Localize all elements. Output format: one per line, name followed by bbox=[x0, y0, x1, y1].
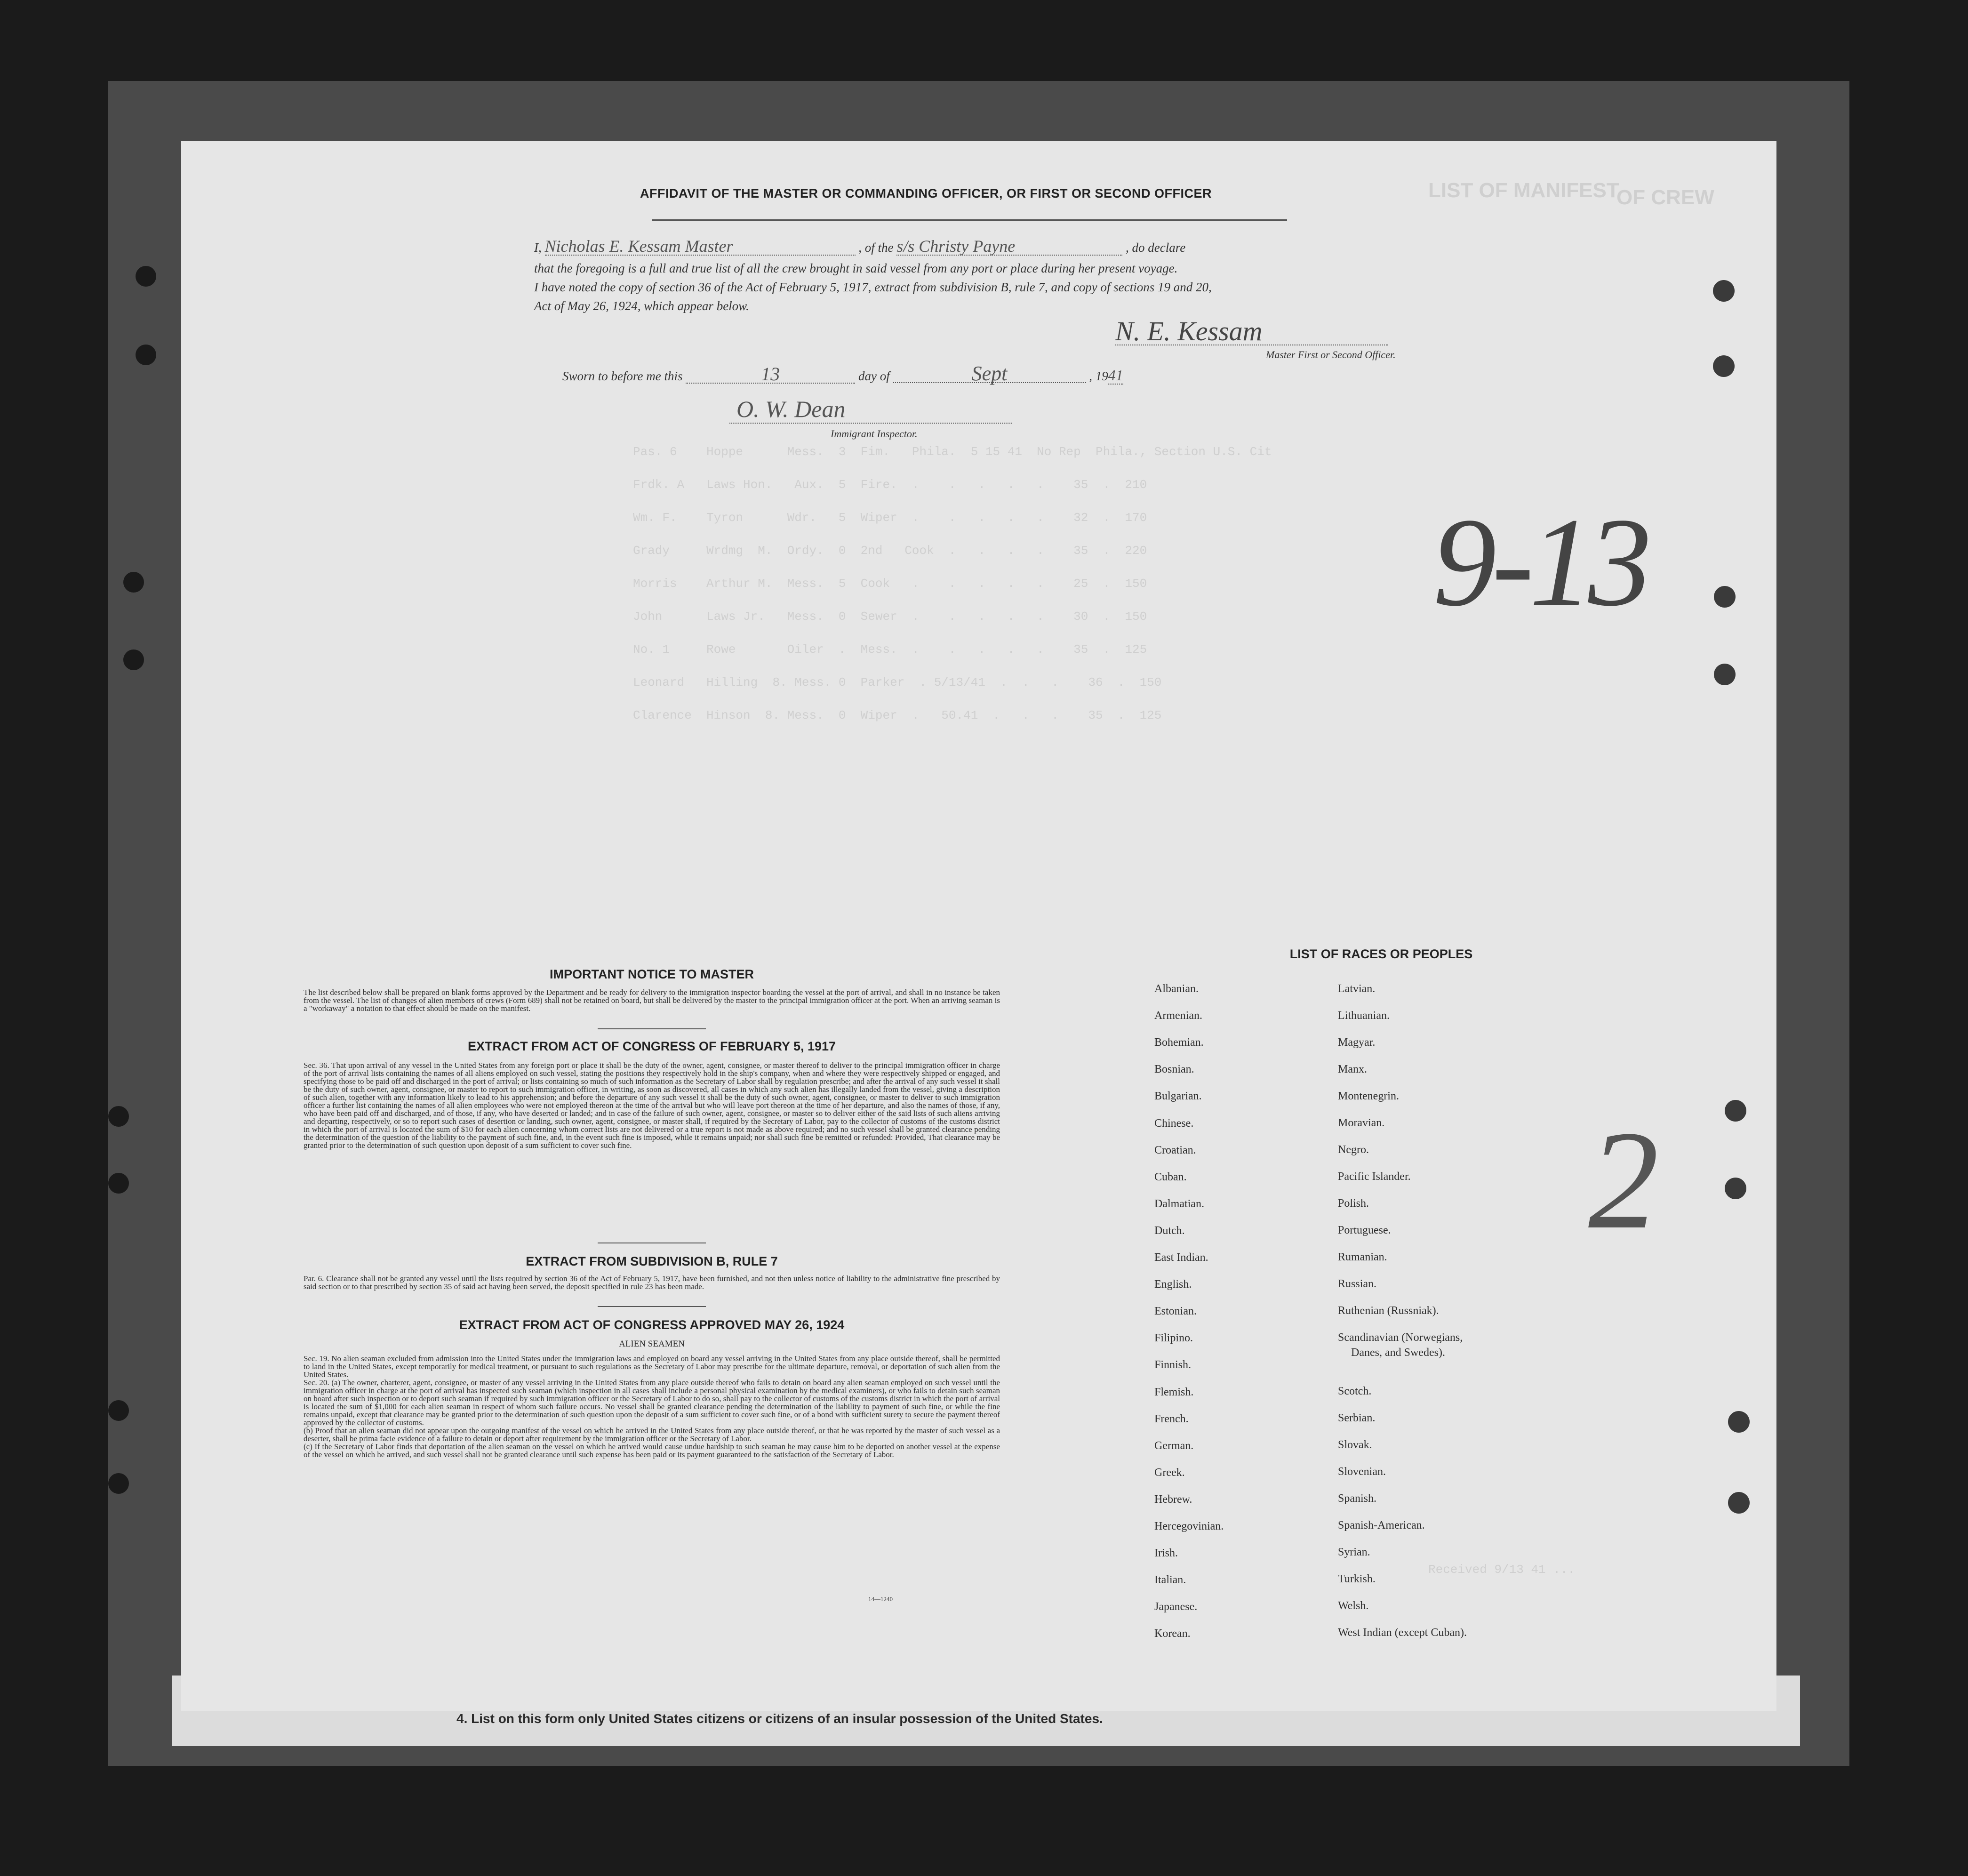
punch-hole bbox=[108, 1473, 129, 1494]
punch-hole bbox=[1714, 664, 1736, 685]
punch-hole bbox=[136, 266, 156, 287]
race-item: Cuban. bbox=[1154, 1170, 1187, 1183]
punch-hole bbox=[136, 345, 156, 365]
bleed-row: Clarence Hinson 8. Mess. 0 Wiper . 50.41 . . . 35 . 125 bbox=[633, 708, 1162, 722]
notice-title: IMPORTANT NOTICE TO MASTER bbox=[550, 967, 754, 981]
races-title: LIST OF RACES OR PEOPLES bbox=[1289, 947, 1473, 961]
race-item: French. bbox=[1154, 1412, 1189, 1425]
race-item: Estonian. bbox=[1154, 1305, 1197, 1318]
race-item: Flemish. bbox=[1154, 1386, 1194, 1398]
punch-hole bbox=[1713, 355, 1735, 377]
punch-hole bbox=[1713, 280, 1735, 302]
race-item: Manx. bbox=[1338, 1063, 1367, 1075]
of-the-text: , of the bbox=[858, 241, 894, 255]
declare-suffix: , do declare bbox=[1126, 241, 1186, 255]
section-19-text: Sec. 19. No alien seaman excluded from admission into the United States under the immigration laws and employed on board any vessel arriving in the United States from any place outside thereof, shall be permitted to land in the United States, except temporarily for medical treatment, or pursuant to such regulations as the Secretary of Labor may prescribe for the ultimate departure, removal, or deportation of such alien from the United States. bbox=[304, 1354, 1000, 1379]
punch-hole bbox=[123, 572, 144, 593]
race-item: Greek. bbox=[1154, 1466, 1185, 1479]
race-item: Polish. bbox=[1338, 1197, 1369, 1210]
affidavit-line-2: that the foregoing is a full and true list of all the crew brought in said vessel from any port or place during her present voyage. bbox=[534, 261, 1178, 275]
bleed-row: Leonard Hilling 8. Mess. 0 Parker . 5/13/41 . . . 36 . 150 bbox=[633, 675, 1162, 689]
race-item: Slovenian. bbox=[1338, 1466, 1386, 1478]
affidavit-line-1 bbox=[534, 238, 1185, 256]
punch-hole bbox=[1725, 1178, 1746, 1199]
race-item: Italian. bbox=[1154, 1574, 1186, 1587]
race-item: Ruthenian (Russniak). bbox=[1338, 1305, 1439, 1317]
notice-text: The list described below shall be prepared on blank forms approved by the Department and be ready for delivery to the immigration inspector boarding the vessel at the port of arrival, and shall in no instance be taken from the vessel. The list of changes of alien members of crews (Form 689) shall not be retained on board, but shall be delivered by the master to the principal immigration officer at the port. When an arriving seaman is a "workaway" a notation to that effect should be made on the manifest. bbox=[304, 988, 1000, 1013]
punch-hole bbox=[123, 649, 144, 670]
inspector-signature: O. W. Dean bbox=[736, 396, 846, 422]
section-20a-text: Sec. 20. (a) The owner, charterer, agent, consignee, or master of any vessel arriving in the United States from any place outside thereof who fails to detain on board any alien seaman employed on such vessel until the immigration officer in charge at the port of arrival has inspected such seaman (which inspection in all cases shall include a personal physical examination by the medical examiners), or who fails to detain such seaman on board after such inspection or to deport such seaman if required by such immigration officer or the Secretary of Labor to do so, shall pay to the collector of customs of the customs district in which the port of arrival is located the sum of $1,000 for each alien seaman in respect of whom such failure occurs. No vessel shall be granted clearance pending the determination of the liability to payment of such fine, or while the fine remains unpaid, except that clearance may be granted prior to the determination of such question upon the deposit of a sum sufficient to cover such fine, or of a bond with sufficient surety to secure the payment thereof approved by the collector of customs. bbox=[304, 1378, 1000, 1427]
race-item: Hercegovinian. bbox=[1154, 1520, 1224, 1532]
declare-prefix: I, bbox=[534, 241, 542, 255]
race-item: Syrian. bbox=[1338, 1546, 1370, 1558]
race-item: Rumanian. bbox=[1338, 1251, 1387, 1263]
punch-hole bbox=[1714, 586, 1736, 608]
race-item: Welsh. bbox=[1338, 1600, 1369, 1612]
bleed-header-b: OF CREW bbox=[1616, 186, 1714, 209]
punch-hole bbox=[1725, 1100, 1746, 1122]
race-item: Pacific Islander. bbox=[1338, 1170, 1411, 1183]
sworn-month: Sept bbox=[893, 365, 1086, 383]
race-item: Chinese. bbox=[1154, 1117, 1194, 1130]
master-signature: N. E. Kessam bbox=[1115, 316, 1263, 346]
race-item: Spanish. bbox=[1338, 1492, 1377, 1505]
race-item: Spanish-American. bbox=[1338, 1519, 1425, 1531]
rule-1 bbox=[598, 1028, 706, 1029]
punch-hole bbox=[108, 1400, 129, 1421]
punch-hole bbox=[108, 1106, 129, 1127]
race-item: Scandinavian (Norwegians, bbox=[1338, 1331, 1463, 1344]
extract-1917-title: EXTRACT FROM ACT OF CONGRESS OF FEBRUARY 5, 1917 bbox=[467, 1039, 836, 1053]
race-item: Scotch. bbox=[1338, 1385, 1372, 1397]
race-item: Croatian. bbox=[1154, 1144, 1196, 1156]
affidavit-title: AFFIDAVIT OF THE MASTER OR COMMANDING OFFICER, OR FIRST OR SECOND OFFICER bbox=[640, 186, 1212, 200]
race-item: German. bbox=[1154, 1439, 1194, 1452]
bleed-header-a: LIST OF MANIFEST bbox=[1428, 179, 1619, 202]
bottom-note: 4. List on this form only United States citizens or citizens of an insular possession of the United States. bbox=[456, 1711, 1103, 1726]
sworn-day: 13 bbox=[686, 366, 855, 384]
section-20b-text: (b) Proof that an alien seaman did not appear upon the outgoing manifest of the vessel on which he arrived in the United States from any place outside thereof, or that he was reported by the master of such vessel as a deserter, shall be prima facie evidence of a failure to detain or deport after requirement by the immigration officer or the Secretary of Labor. bbox=[304, 1426, 1000, 1443]
race-item: Albanian. bbox=[1154, 983, 1199, 995]
bleed-row: Pas. 6 Hoppe Mess. 3 Fim. Phila. 5 15 41 No Rep Phila., Section U.S. Cit bbox=[633, 445, 1272, 459]
bleed-footer: Received 9/13 41 ... bbox=[1428, 1563, 1576, 1577]
race-item: Irish. bbox=[1154, 1547, 1178, 1560]
race-item: Bohemian. bbox=[1154, 1036, 1204, 1049]
race-item: Dutch. bbox=[1154, 1224, 1185, 1237]
sworn-year: 41 bbox=[1108, 367, 1123, 384]
sworn-line bbox=[562, 362, 1123, 385]
race-item: Moravian. bbox=[1338, 1117, 1385, 1129]
extract-1917-text: Sec. 36. That upon arrival of any vessel in the United States from any foreign port or place it shall be the duty of the owner, agent, consignee, or master thereof to deliver to the principal immigration officer in charge of the port of arrival lists containing the names of all aliens employed on such vessel, stating the positions they respectively hold in the ship's company, when and where they were respectively shipped or engaged, and specifying those to be paid off and discharged in the port of arrival; or lists containing so much of such information as the Secretary of Labor shall by regulation prescribe; and after the arrival of any such vessel it shall be the duty of such owner, agent, consignee, or master to report to such immigration officer, in writing, as soon as discovered, all cases in which any such alien has illegally landed from the vessel, giving a description of such alien, together with any information likely to lead to his apprehension; and before the departure of any such vessel it shall be the duty of such owner, agent, consignee, or master to deliver to such immigration officer a further list containing the names of all alien employees who were not employed thereon at the time of the arrival but who will leave port thereon at the time of her departure, and also the names of those, if any, who have been paid off and discharged, and of those, if any, who have deserted or landed; and in case of the failure of such owner, agent, consignee, or master so to deliver either of the said lists of such aliens arriving and departing, respectively, or so to report such cases of desertion or landing, such owner, agent, consignee, or master shall, if required by the Secretary of Labor, pay to the collector of customs of the customs district in which the port of arrival is located the sum of $10 for each alien concerning whom correct lists are not delivered or a true report is not made as above required; and no such vessel shall be granted clearance pending the determination of the question of the liability to the payment of such fine, and, in the event such fine is imposed, while it remains unpaid; nor shall such fine be remitted or refunded: Provided, That clearance may be granted prior to the determination of such question upon deposit of a sum sufficient to cover such fine. bbox=[304, 1061, 1000, 1150]
day-of-text: day of bbox=[858, 369, 890, 383]
year-prefix: , 19 bbox=[1089, 369, 1108, 383]
race-item: Korean. bbox=[1154, 1627, 1191, 1640]
race-item: Bosnian. bbox=[1154, 1063, 1194, 1076]
bleed-row: Morris Arthur M. Mess. 5 Cook . . . . . 25 . 150 bbox=[633, 577, 1147, 591]
inspector-caption: Immigrant Inspector. bbox=[831, 428, 918, 440]
title-rule bbox=[652, 219, 1287, 221]
race-item: Latvian. bbox=[1338, 983, 1376, 995]
race-item: Portuguese. bbox=[1338, 1224, 1391, 1236]
race-item: Dalmatian. bbox=[1154, 1197, 1204, 1210]
affidavit-line-3: I have noted the copy of section 36 of the Act of February 5, 1917, extract from subdivision B, rule 7, and copy of sections 19 and 20, bbox=[534, 280, 1212, 294]
bleed-row: John Laws Jr. Mess. 0 Sewer . . . . . 30 . 150 bbox=[633, 609, 1147, 624]
race-item: Japanese. bbox=[1154, 1601, 1198, 1613]
extract-1924-body bbox=[304, 1355, 1000, 1459]
alien-seamen-subtitle: ALIEN SEAMEN bbox=[619, 1339, 685, 1349]
race-item: Danes, and Swedes). bbox=[1351, 1347, 1445, 1359]
handwritten-date-mark: 9-13 bbox=[1433, 492, 1647, 633]
race-item: Filipino. bbox=[1154, 1332, 1193, 1345]
bleed-row: No. 1 Rowe Oiler . Mess. . . . . . 35 . 125 bbox=[633, 642, 1147, 657]
race-item: Turkish. bbox=[1338, 1573, 1376, 1585]
race-item: West Indian (except Cuban). bbox=[1338, 1627, 1467, 1639]
punch-hole bbox=[1728, 1411, 1750, 1433]
extract-1924-title: EXTRACT FROM ACT OF CONGRESS APPROVED MAY 26, 1924 bbox=[459, 1318, 845, 1332]
race-item: Slovak. bbox=[1338, 1439, 1372, 1451]
document-page bbox=[181, 141, 1776, 1711]
race-item: Armenian. bbox=[1154, 1010, 1202, 1022]
race-item: Magyar. bbox=[1338, 1036, 1376, 1049]
punch-hole bbox=[108, 1173, 129, 1194]
rule-7-title: EXTRACT FROM SUBDIVISION B, RULE 7 bbox=[526, 1254, 778, 1268]
race-item: East Indian. bbox=[1154, 1251, 1208, 1264]
rule-3 bbox=[598, 1306, 706, 1307]
race-item: Montenegrin. bbox=[1338, 1090, 1399, 1102]
master-caption: Master First or Second Officer. bbox=[1266, 349, 1396, 361]
race-item: Finnish. bbox=[1154, 1359, 1192, 1371]
race-item: Hebrew. bbox=[1154, 1493, 1192, 1506]
section-20c-text: (c) If the Secretary of Labor finds that deportation of the alien seaman on the vessel on which he arrived would cause undue hardship to such seaman he may cause him to be deported on another vessel at the expense of the vessel on which he arrived, and such vessel shall not be granted clearance until such expense has been paid or its payment guaranteed to the satisfaction of the Secretary of Labor. bbox=[304, 1442, 1000, 1459]
race-item: Lithuanian. bbox=[1338, 1010, 1390, 1022]
rule-7-text: Par. 6. Clearance shall not be granted any vessel until the lists required by section 36 of the Act of February 5, 1917, have been furnished, and not then unless notice of liability to the administrative fine prescribed by said section or to that prescribed by section 35 of said act having been served, the deposit specified in rule 23 has been made. bbox=[304, 1274, 1000, 1291]
form-number: 14—1240 bbox=[868, 1595, 893, 1603]
handwritten-page-number: 2 bbox=[1588, 1102, 1659, 1258]
punch-hole bbox=[1728, 1492, 1750, 1514]
inspector-signature-line bbox=[729, 423, 1012, 424]
race-item: Bulgarian. bbox=[1154, 1090, 1202, 1103]
bleed-row: Wm. F. Tyron Wdr. 5 Wiper . . . . . 32 . 170 bbox=[633, 511, 1147, 525]
race-item: Negro. bbox=[1338, 1144, 1369, 1156]
race-item: English. bbox=[1154, 1278, 1192, 1291]
affidavit-line-4: Act of May 26, 1924, which appear below. bbox=[534, 299, 749, 313]
race-item: Serbian. bbox=[1338, 1412, 1376, 1424]
master-name: Nicholas E. Kessam Master bbox=[545, 238, 856, 256]
bleed-row: Frdk. A Laws Hon. Aux. 5 Fire. . . . . . 35 . 210 bbox=[633, 478, 1147, 492]
sworn-prefix: Sworn to before me this bbox=[562, 369, 683, 383]
vessel-name: s/s Christy Payne bbox=[896, 238, 1122, 256]
bleed-row: Grady Wrdmg M. Ordy. 0 2nd Cook . . . . 35 . 220 bbox=[633, 544, 1147, 558]
race-item: Russian. bbox=[1338, 1278, 1377, 1290]
